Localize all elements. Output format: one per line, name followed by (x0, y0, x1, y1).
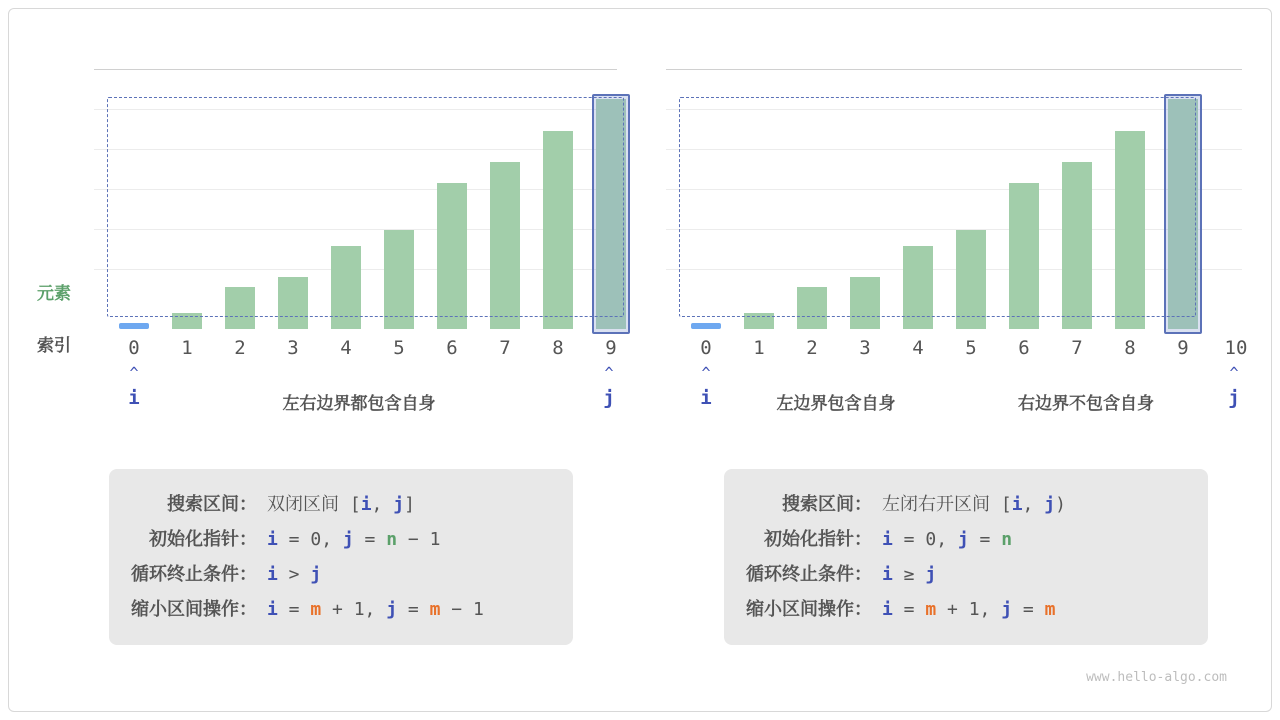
info-token: j (1001, 599, 1013, 620)
index-axis-label: 索引 (37, 336, 71, 355)
info-row-value (267, 488, 415, 522)
info-row-value (882, 593, 1055, 627)
info-token: n (1001, 529, 1013, 550)
info-token: 双闭区间 [ (267, 494, 361, 515)
info-token: i (267, 529, 278, 550)
caret-j-left: ^ (604, 364, 614, 382)
index-tick: 8 (552, 337, 564, 359)
info-row-value (267, 593, 484, 627)
info-token: j (386, 599, 398, 620)
info-token: j (310, 564, 322, 585)
index-tick: 1 (181, 337, 193, 359)
info-token: i (882, 529, 893, 550)
info-token: j (1044, 494, 1056, 515)
info-token: i (360, 494, 372, 515)
index-tick: 7 (1071, 337, 1083, 359)
info-token: m (925, 599, 937, 620)
watermark: www.hello-algo.com (1086, 670, 1227, 685)
index-tick: 6 (1018, 337, 1030, 359)
info-row-value (882, 558, 936, 592)
info-row-key: 搜索区间： (167, 494, 257, 514)
info-row (127, 557, 547, 592)
caret-i-right: ^ (701, 364, 711, 382)
info-token: 左闭右开区间 [ (882, 494, 1012, 515)
chart-top-axis (666, 69, 1242, 70)
info-token: i (267, 564, 278, 585)
caption-right-left-bound: 左边界包含自身 (776, 394, 896, 413)
info-token: ] (404, 494, 415, 515)
half-open-interval-infobox (724, 469, 1208, 645)
pointer-j-left: j (603, 387, 615, 409)
closed-interval-panel (94, 69, 654, 413)
caption-right-right-bound: 右边界不包含自身 (1018, 394, 1154, 413)
info-token: ) (1055, 494, 1066, 515)
closed-interval-chart (94, 69, 654, 329)
index-tick: 7 (499, 337, 511, 359)
index-tick: 5 (965, 337, 977, 359)
info-token: ≥ (892, 564, 926, 585)
info-token: n (386, 529, 398, 550)
info-row (127, 522, 547, 557)
index-tick: 1 (753, 337, 765, 359)
info-token: = (397, 599, 430, 620)
index-tick: 5 (393, 337, 405, 359)
info-token: + 1, (936, 599, 1002, 620)
index-tick: 4 (912, 337, 924, 359)
info-row (742, 592, 1182, 627)
info-token: j (957, 529, 969, 550)
info-token: = 0, (277, 529, 343, 550)
info-row-value (267, 523, 440, 557)
info-token: = (277, 599, 311, 620)
info-token: + 1, (321, 599, 387, 620)
info-row (742, 522, 1182, 557)
info-row-key: 循环终止条件： (746, 564, 872, 584)
index-tick: 8 (1124, 337, 1136, 359)
half-open-interval-chart (666, 69, 1266, 329)
pointer-i-left: i (128, 387, 140, 409)
closed-interval-infobox (109, 469, 573, 645)
info-token: m (1044, 599, 1056, 620)
info-row-key: 缩小区间操作： (746, 599, 872, 619)
index-tick: 6 (446, 337, 458, 359)
info-token: j (925, 564, 937, 585)
info-token: > (277, 564, 311, 585)
pointer-i-right: i (700, 387, 712, 409)
caret-i-left: ^ (129, 364, 139, 382)
search-range-dashed-box (107, 97, 624, 317)
caret-j-right: ^ (1229, 364, 1239, 382)
info-token: j (393, 494, 405, 515)
info-row-key: 循环终止条件： (131, 564, 257, 584)
search-range-dashed-box (679, 97, 1196, 317)
info-row (742, 487, 1182, 522)
info-row-key: 初始化指针： (149, 529, 257, 549)
info-row (127, 487, 547, 522)
diagram-frame (8, 8, 1272, 712)
info-token: i (1011, 494, 1023, 515)
index-tick: 3 (287, 337, 299, 359)
info-token: , (1022, 494, 1045, 515)
info-row-key: 搜索区间： (782, 494, 872, 514)
caption-left: 左右边界都包含自身 (282, 394, 436, 413)
index-tick: 4 (340, 337, 352, 359)
index-tick: 3 (859, 337, 871, 359)
info-token: − 1 (397, 529, 441, 550)
info-token: j (342, 529, 354, 550)
info-token: = 0, (892, 529, 958, 550)
info-row (127, 592, 547, 627)
info-token: i (882, 564, 893, 585)
info-token: i (267, 599, 278, 620)
info-row-value (882, 488, 1066, 522)
index-tick: 2 (806, 337, 818, 359)
info-token: = (1012, 599, 1045, 620)
bar (691, 323, 721, 329)
index-tick: 2 (234, 337, 246, 359)
info-token: = (968, 529, 1002, 550)
pointer-j-right: j (1228, 387, 1240, 409)
info-row (742, 557, 1182, 592)
info-token: m (310, 599, 322, 620)
index-tick: 0 (128, 337, 140, 359)
info-token: i (882, 599, 893, 620)
info-token: = (353, 529, 387, 550)
info-token: = (892, 599, 926, 620)
bar (119, 323, 149, 329)
index-tick: 9 (605, 337, 617, 359)
info-row-key: 初始化指针： (764, 529, 872, 549)
info-token: − 1 (440, 599, 484, 620)
index-tick: 10 (1224, 337, 1248, 359)
info-row-value (267, 558, 321, 592)
info-row-value (882, 523, 1012, 557)
info-token: m (429, 599, 441, 620)
half-open-interval-panel (666, 69, 1266, 413)
info-row-key: 缩小区间操作： (131, 599, 257, 619)
chart-top-axis (94, 69, 617, 70)
info-token: , (371, 494, 394, 515)
index-tick: 0 (700, 337, 712, 359)
index-tick: 9 (1177, 337, 1189, 359)
element-axis-label: 元素 (37, 284, 71, 303)
